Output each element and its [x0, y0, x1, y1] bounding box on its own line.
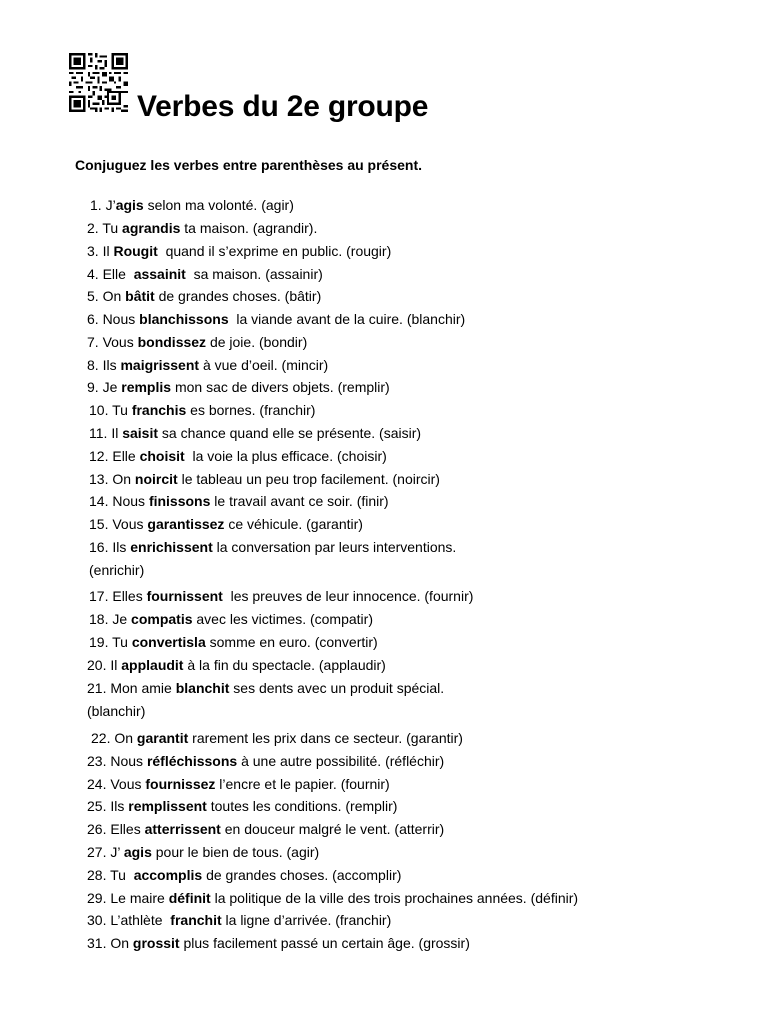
exercise-line [87, 820, 444, 838]
line-prefix: 9. Je [87, 379, 122, 395]
exercise-line [87, 287, 321, 305]
line-suffix: es bornes. (franchir) [186, 402, 316, 418]
exercise-line [89, 587, 473, 605]
line-suffix: l’encre et le papier. (fournir) [215, 776, 390, 792]
exercise-line [87, 911, 391, 929]
line-prefix: 13. On [89, 471, 135, 487]
conjugated-verb: assainit [133, 266, 186, 282]
conjugated-verb: agis [115, 197, 144, 213]
line-prefix: 21. Mon amie [87, 680, 176, 696]
line-suffix: pour le bien de tous. (agir) [151, 844, 320, 860]
line-suffix: toutes les conditions. (remplir) [206, 798, 398, 814]
conjugated-verb: franchit [170, 912, 222, 928]
exercise-line [87, 265, 323, 283]
conjugated-verb: fournissent [146, 588, 223, 604]
line-suffix: à une autre possibilité. (réfléchir) [237, 753, 445, 769]
conjugated-verb: fournissez [145, 776, 216, 792]
conjugated-verb: grossit [132, 935, 180, 951]
exercise-line [87, 797, 397, 815]
line-prefix: 29. Le maire [87, 890, 169, 906]
conjugated-verb: saisit [122, 425, 159, 441]
line-prefix: 24. Vous [87, 776, 146, 792]
conjugated-verb: choisit [139, 448, 185, 464]
line-suffix: ses dents avec un produit spécial. [229, 680, 445, 696]
line-prefix: 3. Il [87, 243, 114, 259]
exercise-line [87, 702, 145, 720]
line-suffix: de grandes choses. (bâtir) [154, 288, 322, 304]
line-prefix: 17. Elles [89, 588, 147, 604]
line-prefix: (enrichir) [89, 562, 145, 578]
exercise-line [89, 610, 373, 628]
exercise-line [87, 356, 328, 374]
line-prefix: 16. Ils [89, 539, 131, 555]
conjugated-verb: atterrissent [144, 821, 221, 837]
conjugated-verb: réfléchissons [146, 753, 238, 769]
exercise-line [87, 752, 444, 770]
exercise-line [87, 656, 386, 674]
conjugated-verb: garantissez [147, 516, 225, 532]
line-suffix: selon ma volonté. (agir) [143, 197, 294, 213]
exercise-line [89, 561, 144, 579]
qr-code-icon [68, 53, 129, 112]
line-prefix: (blanchir) [87, 703, 146, 719]
exercise-line [87, 934, 470, 952]
line-suffix: sa chance quand elle se présente. (saisir) [158, 425, 422, 441]
exercise-line [87, 843, 319, 861]
conjugated-verb: remplis [121, 379, 172, 395]
conjugated-verb: remplissent [128, 798, 207, 814]
exercise-line [89, 447, 387, 465]
line-prefix: 4. Elle [87, 266, 134, 282]
line-suffix: quand il s’exprime en public. (rougir) [157, 243, 392, 259]
conjugated-verb: définit [168, 890, 211, 906]
conjugated-verb: finissons [148, 493, 211, 509]
conjugated-verb: noircit [134, 471, 178, 487]
line-suffix: somme en euro. (convertir) [205, 634, 378, 650]
line-prefix: 8. Ils [87, 357, 121, 373]
exercise-line [87, 333, 307, 351]
line-prefix: 1. J’ [90, 197, 116, 213]
line-suffix: avec les victimes. (compatir) [192, 611, 373, 627]
conjugated-verb: applaudit [121, 657, 184, 673]
line-prefix: 18. Je [89, 611, 132, 627]
line-suffix: de grandes choses. (accomplir) [202, 867, 402, 883]
line-suffix: la conversation par leurs interventions. [212, 539, 457, 555]
conjugated-verb: bondissez [137, 334, 207, 350]
conjugated-verb: agrandis [122, 220, 181, 236]
line-suffix: de joie. (bondir) [206, 334, 308, 350]
exercise-line [89, 470, 440, 488]
line-suffix: la ligne d’arrivée. (franchir) [221, 912, 392, 928]
line-suffix: en douceur malgré le vent. (atterrir) [220, 821, 445, 837]
conjugated-verb: blanchissons [139, 311, 229, 327]
line-suffix: les preuves de leur innocence. (fournir) [222, 588, 474, 604]
conjugated-verb: maigrissent [120, 357, 200, 373]
conjugated-verb: accomplis [133, 867, 203, 883]
line-suffix: ta maison. (agrandir). [180, 220, 318, 236]
exercise-line [87, 775, 390, 793]
line-prefix: 6. Nous [87, 311, 140, 327]
page-title: Verbes du 2e groupe [137, 90, 429, 123]
conjugated-verb: franchis [131, 402, 187, 418]
line-prefix: 28. Tu [87, 867, 134, 883]
line-prefix: 12. Elle [89, 448, 140, 464]
exercise-line [89, 424, 421, 442]
line-prefix: 26. Elles [87, 821, 145, 837]
line-prefix: 25. Ils [87, 798, 129, 814]
line-prefix: 27. J’ [87, 844, 124, 860]
line-suffix: sa maison. (assainir) [185, 266, 323, 282]
instruction-text: Conjuguez les verbes entre parenthèses au présent. [75, 157, 423, 173]
exercise-line [87, 378, 390, 396]
exercise-line [87, 679, 444, 697]
conjugated-verb: blanchit [175, 680, 230, 696]
exercise-line [89, 492, 389, 510]
line-suffix: la viande avant de la cuire. (blanchir) [228, 311, 466, 327]
line-prefix: 7. Vous [87, 334, 138, 350]
exercise-line [89, 538, 456, 556]
conjugated-verb: agis [123, 844, 152, 860]
exercise-line [89, 515, 363, 533]
exercise-line [90, 196, 294, 214]
line-suffix: le tableau un peu trop facilement. (noircir) [177, 471, 440, 487]
conjugated-verb: compatis [131, 611, 193, 627]
line-prefix: 2. Tu [87, 220, 123, 236]
line-prefix: 20. Il [87, 657, 122, 673]
line-prefix: 31. On [87, 935, 133, 951]
line-prefix: 15. Vous [89, 516, 148, 532]
conjugated-verb: bâtit [125, 288, 155, 304]
line-suffix: rarement les prix dans ce secteur. (garantir) [188, 730, 463, 746]
line-prefix: 30. L’athlète [87, 912, 171, 928]
conjugated-verb: garantit [136, 730, 189, 746]
conjugated-verb: Rougit [113, 243, 158, 259]
line-suffix: la politique de la ville des trois prochaines années. (définir) [210, 890, 579, 906]
line-prefix: 14. Nous [89, 493, 149, 509]
exercise-line [89, 633, 378, 651]
line-prefix: 5. On [87, 288, 126, 304]
exercise-line [87, 310, 465, 328]
line-suffix: à la fin du spectacle. (applaudir) [183, 657, 386, 673]
exercise-line [87, 219, 317, 237]
line-prefix: 10. Tu [89, 402, 132, 418]
exercise-line [87, 242, 391, 260]
line-prefix: 22. On [91, 730, 137, 746]
exercise-line [87, 866, 401, 884]
line-prefix: 11. Il [89, 425, 123, 441]
line-suffix: le travail avant ce soir. (finir) [210, 493, 389, 509]
line-suffix: mon sac de divers objets. (remplir) [171, 379, 390, 395]
exercise-line [87, 889, 578, 907]
line-prefix: 19. Tu [89, 634, 132, 650]
conjugated-verb: convertisla [131, 634, 206, 650]
line-suffix: à vue d’oeil. (mincir) [199, 357, 329, 373]
line-prefix: 23. Nous [87, 753, 147, 769]
line-suffix: la voie la plus efficace. (choisir) [184, 448, 387, 464]
conjugated-verb: enrichissent [130, 539, 213, 555]
exercise-line [89, 401, 315, 419]
line-suffix: ce véhicule. (garantir) [224, 516, 363, 532]
exercise-line [91, 729, 463, 747]
line-suffix: plus facilement passé un certain âge. (grossir) [179, 935, 470, 951]
